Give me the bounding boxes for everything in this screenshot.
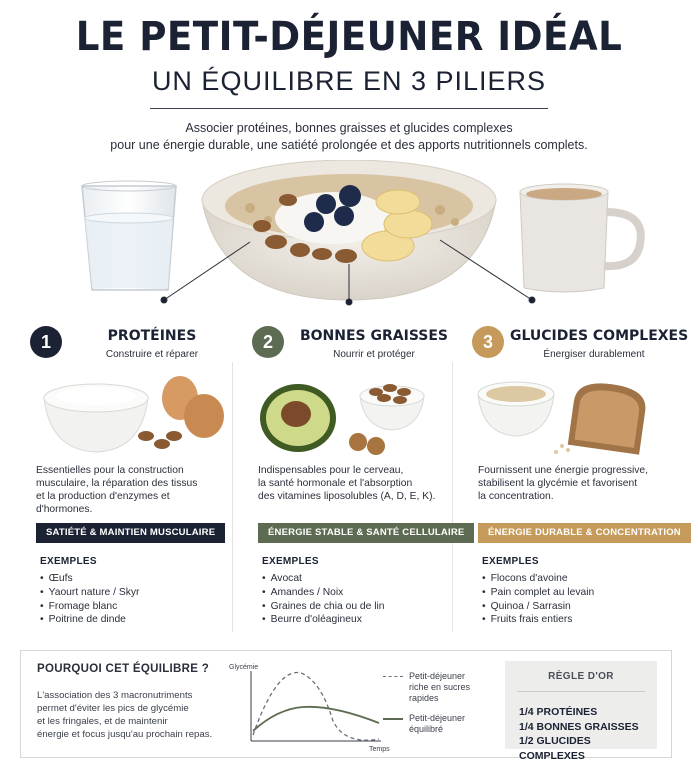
benefit-band: ÉNERGIE STABLE & SANTÉ CELLULAIRE bbox=[258, 523, 474, 543]
title-divider bbox=[150, 108, 548, 109]
examples-list bbox=[262, 572, 385, 627]
pillar-description bbox=[36, 464, 232, 516]
list-item: 1/4 PROTÉINES bbox=[519, 706, 598, 718]
yogurt-eggs-icon bbox=[26, 372, 236, 462]
why-title: POURQUOI CET ÉQUILIBRE ? bbox=[37, 663, 210, 675]
desc-line: musculaire, la réparation des tissus bbox=[36, 478, 198, 489]
legend-line: Petit-déjeuner bbox=[409, 713, 466, 723]
desc-line: d'hormones. bbox=[36, 504, 93, 515]
list-item: • Quinoa / Sarrasin bbox=[482, 600, 594, 614]
list-item: • Beurre d'oléagineux bbox=[262, 613, 385, 627]
benefit-band: SATIÉTÉ & MAINTIEN MUSCULAIRE bbox=[36, 523, 225, 543]
pillar-complex-carbs bbox=[458, 322, 689, 632]
list-item: • Œufs bbox=[40, 572, 139, 586]
pillar-healthy-fats bbox=[238, 322, 465, 632]
pillar-subtitle: Construire et réparer bbox=[105, 349, 199, 360]
examples-heading: EXEMPLES bbox=[262, 556, 319, 567]
pillar-title: PROTÉINES bbox=[107, 328, 197, 344]
oats-bread-icon bbox=[468, 372, 678, 462]
desc-line: Essentielles pour la construction bbox=[36, 465, 184, 476]
list-item: • Avocat bbox=[262, 572, 385, 586]
pillar-title: GLUCIDES COMPLEXES bbox=[510, 328, 689, 344]
pillar-proteins bbox=[16, 322, 236, 632]
chart-xlabel: Temps bbox=[369, 746, 390, 753]
examples-list bbox=[40, 572, 139, 627]
pillar-subtitle: Énergiser durablement bbox=[543, 349, 645, 360]
list-item: • Amandes / Noix bbox=[262, 586, 385, 600]
glycemia-curve-chart bbox=[221, 659, 391, 755]
list-item: • Flocons d'avoine bbox=[482, 572, 594, 586]
legend-line: riche en sucres bbox=[409, 682, 471, 692]
pillar-subtitle: Nourrir et protéger bbox=[333, 349, 415, 360]
benefit-band: ÉNERGIE DURABLE & CONCENTRATION bbox=[478, 523, 691, 543]
why-balance-panel bbox=[20, 650, 672, 762]
intro-line-1: Associer protéines, bonnes graisses et glucides complexes bbox=[185, 121, 513, 135]
why-line: permet d'éviter les pics de glycémie bbox=[37, 703, 189, 714]
desc-line: et la production d'enzymes et bbox=[36, 491, 170, 502]
why-text bbox=[37, 689, 237, 741]
list-item: • Graines de chia ou de lin bbox=[262, 600, 385, 614]
list-item: • Pain complet au levain bbox=[482, 586, 594, 600]
intro-line-2: pour une énergie durable, une satiété prolongée et des apports nutritionnels complets. bbox=[110, 138, 588, 152]
list-item: • Poitrine de dinde bbox=[40, 613, 139, 627]
legend-line: Petit-déjeuner bbox=[409, 671, 466, 681]
pillar-description bbox=[258, 464, 454, 503]
legend-line: équilibré bbox=[409, 724, 444, 734]
examples-heading: EXEMPLES bbox=[40, 556, 97, 567]
water-glass-icon bbox=[82, 181, 176, 290]
why-line: et les fringales, et de maintenir bbox=[37, 716, 168, 727]
examples-heading: EXEMPLES bbox=[482, 556, 539, 567]
golden-rule-title: RÈGLE D'OR bbox=[548, 671, 614, 682]
why-line: L'association des 3 macronutriments bbox=[37, 690, 193, 701]
list-item: 1/4 BONNES GRAISSES bbox=[519, 720, 639, 733]
desc-line: des vitamines liposolubles (A, D, E, K). bbox=[258, 491, 436, 502]
golden-rule-divider bbox=[517, 691, 645, 692]
desc-line: la santé hormonale et l'absorption bbox=[258, 478, 413, 489]
legend-line: rapides bbox=[409, 693, 439, 703]
avocado-nuts-icon bbox=[248, 372, 458, 462]
hero-illustration bbox=[0, 160, 698, 310]
list-item: • Fromage blanc bbox=[40, 600, 139, 614]
pillar-number-badge: 1 bbox=[30, 326, 62, 358]
examples-list bbox=[482, 572, 594, 627]
curve-balanced bbox=[253, 707, 379, 731]
desc-line: Fournissent une énergie progressive, bbox=[478, 465, 648, 476]
desc-line: stabilisent la glycémie et favorisent bbox=[478, 478, 638, 489]
desc-line: Indispensables pour le cerveau, bbox=[258, 465, 404, 476]
desc-line: la concentration. bbox=[478, 491, 554, 502]
intro-text bbox=[60, 120, 638, 154]
why-line: énergie et focus jusqu'au prochain repas. bbox=[37, 729, 213, 740]
pillar-description bbox=[478, 464, 674, 503]
legend-swatch-solid bbox=[383, 718, 403, 720]
list-item: • Fruits frais entiers bbox=[482, 613, 594, 627]
legend-swatch-dashed bbox=[383, 676, 403, 677]
list-item: 1/2 GLUCIDES COMPLEXES bbox=[519, 735, 591, 762]
golden-rule-list bbox=[519, 705, 657, 763]
page-title: LE PETIT-DÉJEUNER IDÉAL bbox=[75, 14, 623, 60]
chart-ylabel: Glycémie bbox=[229, 664, 259, 671]
page-subtitle: UN ÉQUILIBRE EN 3 PILIERS bbox=[151, 66, 547, 96]
pillar-title: BONNES GRAISSES bbox=[299, 328, 449, 344]
list-item: • Yaourt nature / Skyr bbox=[40, 586, 139, 600]
coffee-mug-icon bbox=[520, 184, 641, 292]
golden-rule-box bbox=[505, 661, 657, 762]
pillar-number-badge: 2 bbox=[252, 326, 284, 358]
pillar-number-badge: 3 bbox=[472, 326, 504, 358]
